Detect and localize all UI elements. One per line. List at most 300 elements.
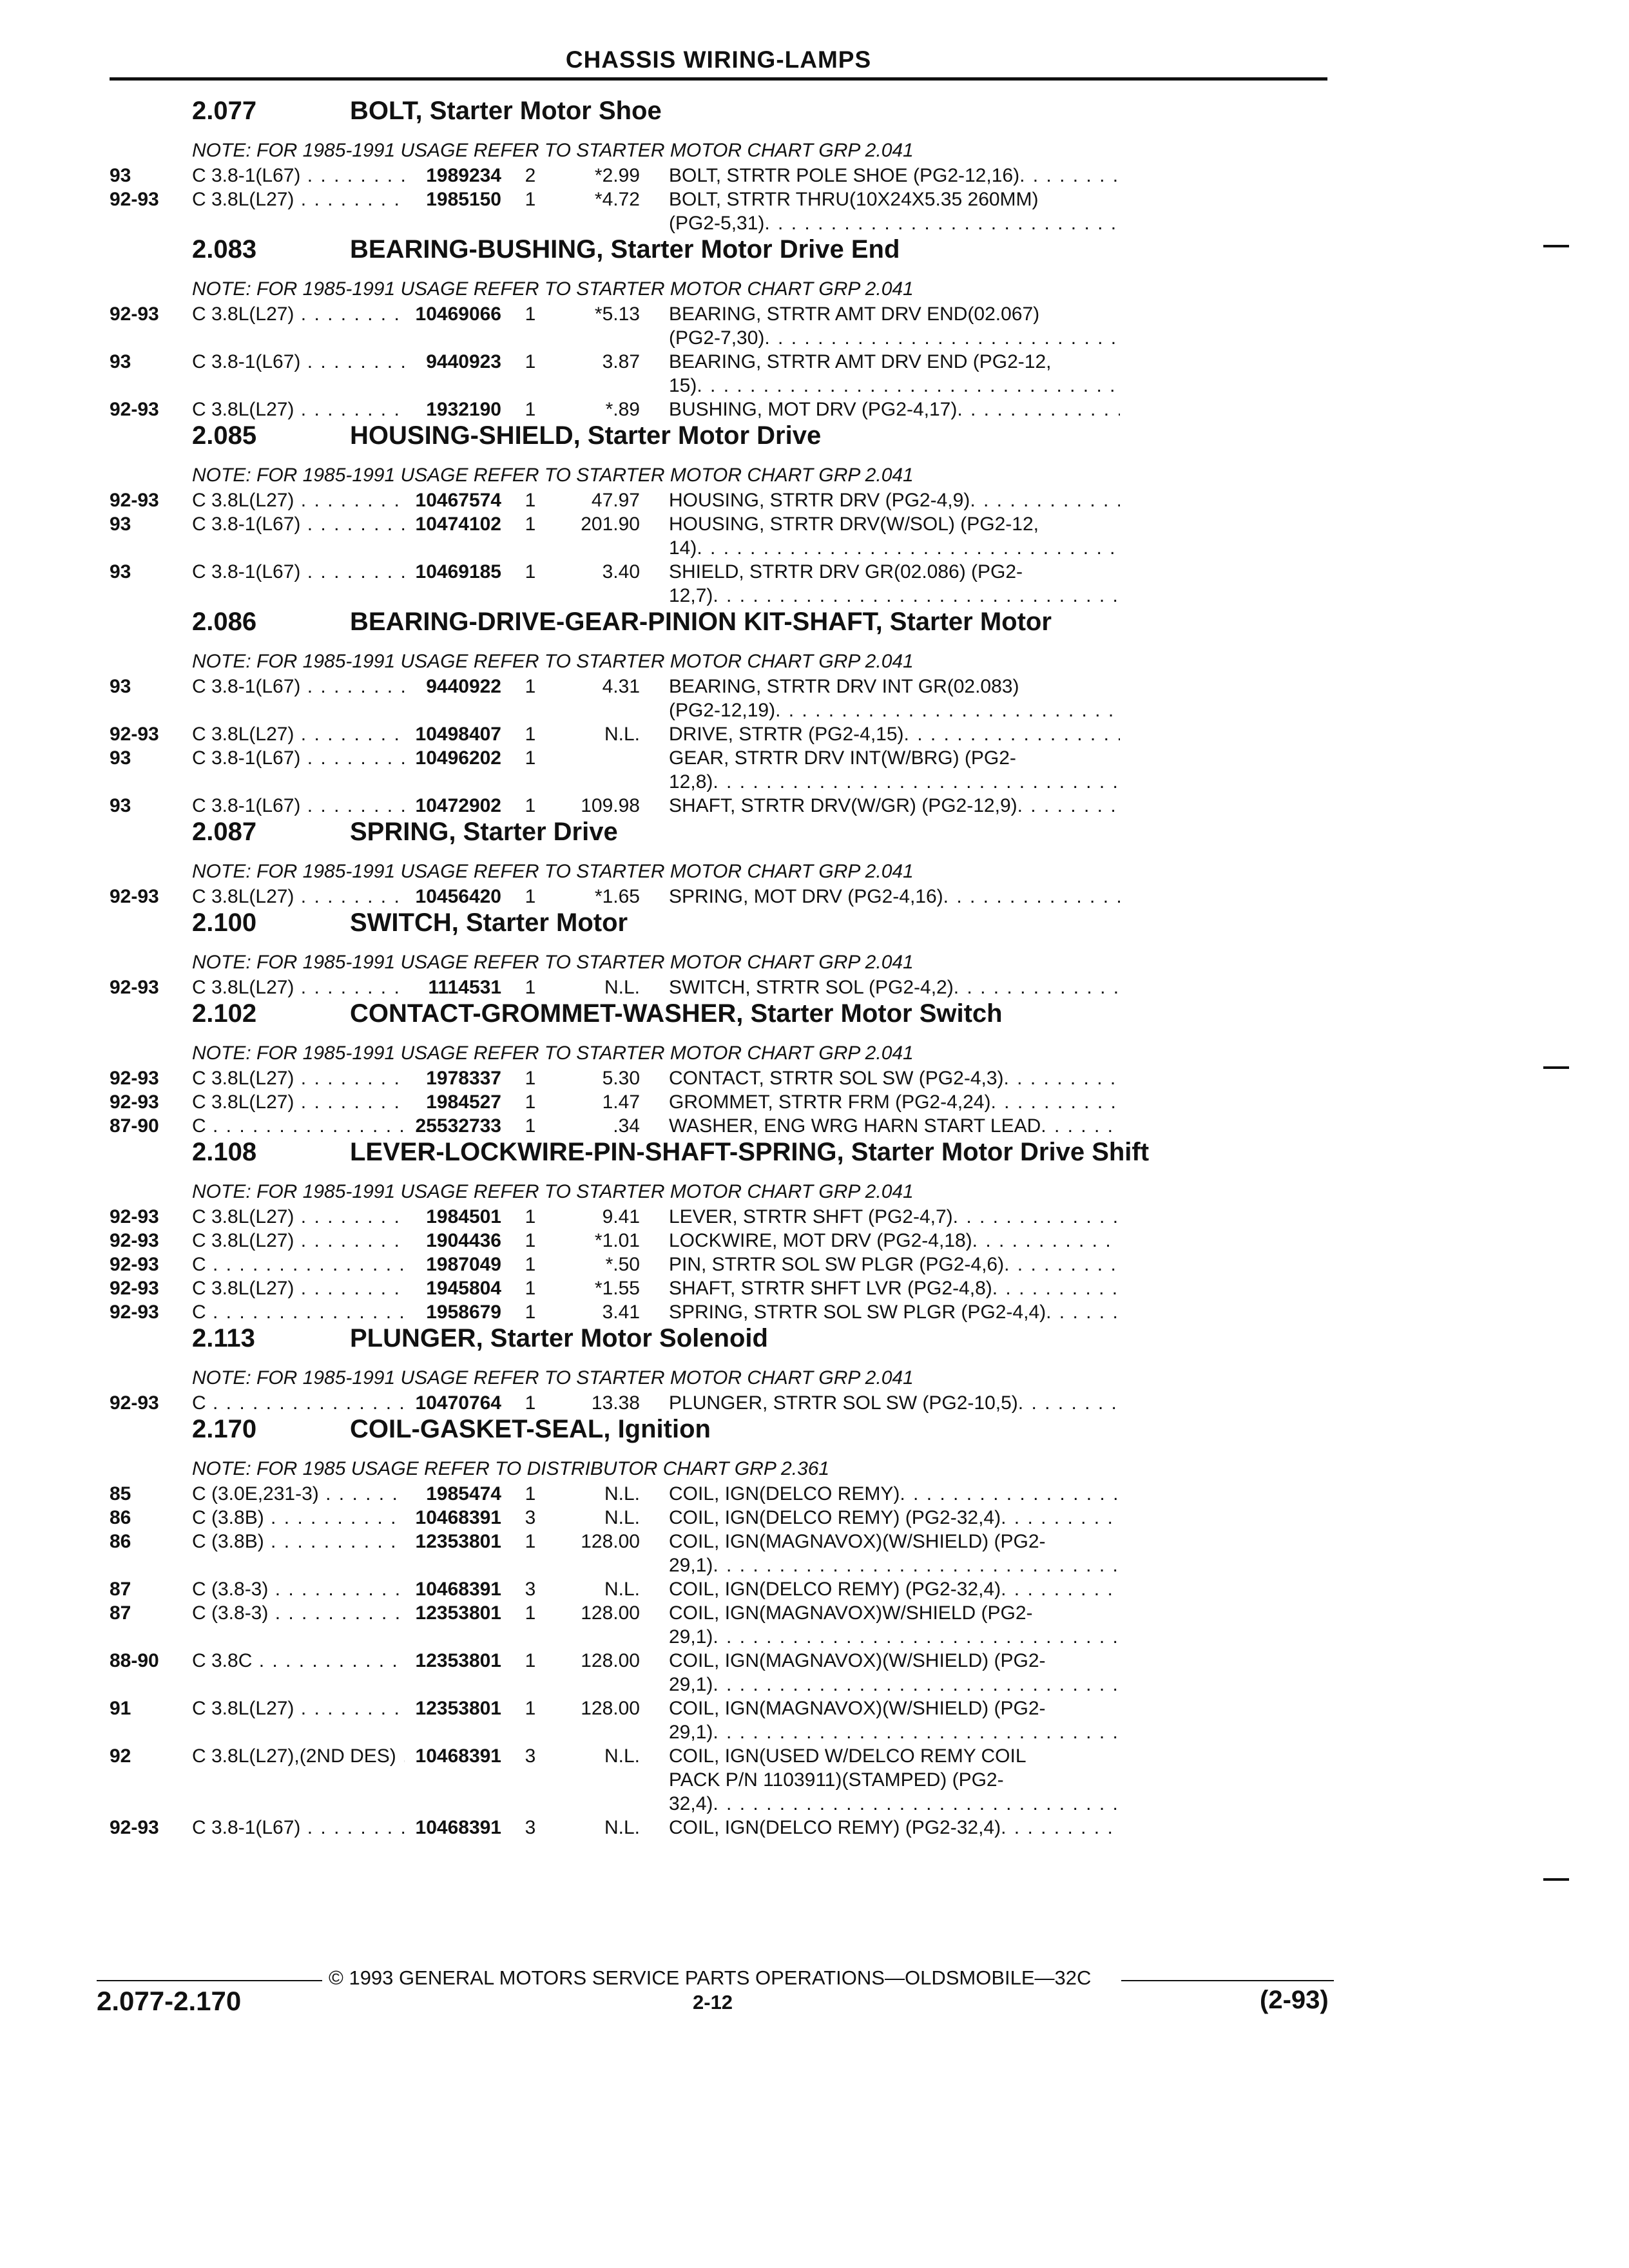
part-row <box>110 1696 1327 1744</box>
application: C (3.8B) . . . <box>192 1530 405 1577</box>
description <box>669 1577 1120 1601</box>
description <box>669 675 1120 722</box>
description-text: BEARING, STRTR AMT DRV END (PG2-12, <box>669 351 1052 372</box>
application: C 3.8L(L27) . . . <box>192 722 405 746</box>
parts-group <box>110 818 1327 908</box>
description-text: 29,1) <box>669 1722 713 1743</box>
description-text: DRIVE, STRTR (PG2-4,15) <box>669 724 904 745</box>
part-row <box>110 1649 1327 1696</box>
application: C 3.8L(L27) . . . <box>192 885 405 908</box>
description-text: (PG2-12,19) <box>669 700 776 721</box>
description-line <box>669 722 1120 746</box>
description-text: SWITCH, STRTR SOL (PG2-4,2) <box>669 977 954 998</box>
description-line <box>669 1090 1120 1114</box>
part-number: 12353801 <box>415 1650 501 1671</box>
leader-dots <box>713 1553 1120 1577</box>
description <box>669 1601 1120 1649</box>
application: C . . . <box>192 1300 405 1324</box>
description-line <box>669 164 1120 187</box>
quantity: 3 <box>525 1507 536 1528</box>
price: 201.90 <box>581 514 640 535</box>
group-title: BEARING-DRIVE-GEAR-PINION KIT-SHAFT, Starter Motor <box>350 608 1052 636</box>
price: .34 <box>613 1115 640 1137</box>
model-year: 86 <box>110 1507 131 1528</box>
description-line <box>669 746 1120 770</box>
description-line <box>669 302 1120 326</box>
model-year: 92-93 <box>110 1091 159 1113</box>
part-number: 1945804 <box>426 1278 501 1299</box>
margin-tick <box>1543 1878 1569 1881</box>
part-row <box>110 1506 1327 1530</box>
model-year: 92-93 <box>110 886 159 907</box>
part-number: 12353801 <box>415 1602 501 1624</box>
application: C 3.8-1(L67) . . . <box>192 512 405 560</box>
application: C 3.8C . . . <box>192 1649 405 1696</box>
part-number: 12353801 <box>415 1531 501 1552</box>
group-number: 2.100 <box>192 908 257 937</box>
description-line <box>669 1300 1120 1324</box>
description <box>669 1482 1120 1506</box>
model-year: 92-93 <box>110 1254 159 1275</box>
part-number: 10472902 <box>415 795 501 816</box>
quantity: 1 <box>525 1254 536 1275</box>
description-line <box>669 1625 1120 1649</box>
price: 1.47 <box>602 1091 640 1113</box>
part-row <box>110 1482 1327 1506</box>
model-year: 93 <box>110 165 131 186</box>
price: 128.00 <box>581 1531 640 1552</box>
leader-dots <box>990 1090 1120 1114</box>
part-number: 10456420 <box>415 886 501 907</box>
quantity: 1 <box>525 1115 536 1137</box>
model-year: 93 <box>110 747 131 769</box>
description-line <box>669 1720 1120 1744</box>
parts-group <box>110 421 1327 608</box>
price: 109.98 <box>581 795 640 816</box>
description <box>669 1649 1120 1696</box>
description-line <box>669 1601 1120 1625</box>
description <box>669 1816 1120 1840</box>
price: 13.38 <box>591 1392 640 1414</box>
group-title: SWITCH, Starter Motor <box>350 908 628 937</box>
quantity: 1 <box>525 303 536 325</box>
description-line <box>669 770 1120 794</box>
model-year: 85 <box>110 1483 131 1504</box>
description-text: COIL, IGN(MAGNAVOX)(W/SHIELD) (PG2- <box>669 1698 1046 1719</box>
application: C . . . <box>192 1114 405 1138</box>
model-year: 92-93 <box>110 724 159 745</box>
part-row <box>110 1276 1327 1300</box>
price: *5.13 <box>594 303 640 325</box>
leader-dots <box>697 374 1120 398</box>
price: 3.41 <box>602 1302 640 1323</box>
leader-dots <box>900 1482 1120 1506</box>
part-row <box>110 885 1327 908</box>
part-row <box>110 512 1327 560</box>
description <box>669 1300 1120 1324</box>
part-row <box>110 746 1327 794</box>
description-text: COIL, IGN(MAGNAVOX)(W/SHIELD) (PG2- <box>669 1531 1046 1552</box>
description-text: 29,1) <box>669 1626 713 1648</box>
description-line <box>669 560 1120 584</box>
price: 128.00 <box>581 1650 640 1671</box>
leader-dots <box>904 722 1120 746</box>
leader-dots <box>713 584 1120 608</box>
part-number: 25532733 <box>415 1115 501 1137</box>
price: N.L. <box>604 1817 640 1838</box>
leader-dots <box>764 326 1120 350</box>
price: 47.97 <box>591 490 640 511</box>
application: C 3.8-1(L67) . . . <box>192 746 405 794</box>
description-line <box>669 1205 1120 1229</box>
part-row <box>110 794 1327 818</box>
part-number: 9440923 <box>426 351 501 372</box>
group-heading <box>110 1138 1327 1179</box>
description-text: WASHER, ENG WRG HARN START LEAD <box>669 1115 1041 1137</box>
description-line <box>669 1253 1120 1276</box>
part-number: 9440922 <box>426 676 501 697</box>
group-title: SPRING, Starter Drive <box>350 818 618 846</box>
application: C 3.8L(L27) . . . <box>192 1205 405 1229</box>
description <box>669 187 1120 235</box>
description-line <box>669 1792 1120 1816</box>
application: C 3.8-1(L67) . . . <box>192 675 405 722</box>
group-note: NOTE: FOR 1985-1991 USAGE REFER TO STARTER MOTOR CHART GRP 2.041 <box>192 861 914 882</box>
application: C (3.8-3) . . . <box>192 1577 405 1601</box>
price: 128.00 <box>581 1698 640 1719</box>
price: 5.30 <box>602 1068 640 1089</box>
description-line <box>669 1553 1120 1577</box>
description-line <box>669 1276 1120 1300</box>
part-row <box>110 1300 1327 1324</box>
description-text: 15) <box>669 375 697 396</box>
application: C 3.8L(L27) . . . <box>192 1229 405 1253</box>
description-text: LEVER, STRTR SHFT (PG2-4,7) <box>669 1206 953 1227</box>
part-row <box>110 1601 1327 1649</box>
description-line <box>669 885 1120 908</box>
leader-dots <box>1004 1066 1120 1090</box>
application: C 3.8L(L27) . . . <box>192 975 405 999</box>
leader-dots <box>943 885 1120 908</box>
description-line <box>669 1816 1120 1840</box>
model-year: 93 <box>110 351 131 372</box>
group-title: LEVER-LOCKWIRE-PIN-SHAFT-SPRING, Starter Motor Drive Shift <box>350 1138 1150 1166</box>
application: C 3.8-1(L67) . . . <box>192 794 405 818</box>
description-text: 29,1) <box>669 1555 713 1576</box>
parts-group <box>110 608 1327 818</box>
part-row <box>110 1253 1327 1276</box>
description <box>669 746 1120 794</box>
model-year: 93 <box>110 561 131 582</box>
footer-date: (2-93) <box>1260 1986 1329 2014</box>
price: N.L. <box>604 724 640 745</box>
description <box>669 1229 1120 1253</box>
price: *1.01 <box>594 1230 640 1251</box>
quantity: 1 <box>525 561 536 582</box>
application: C 3.8-1(L67) . . . <box>192 1816 405 1840</box>
leader-dots <box>954 975 1120 999</box>
description-text: COIL, IGN(DELCO REMY) (PG2-32,4) <box>669 1507 1001 1528</box>
quantity: 3 <box>525 1817 536 1838</box>
group-heading <box>110 999 1327 1041</box>
part-number: 10498407 <box>415 724 501 745</box>
leader-dots <box>1018 1391 1120 1415</box>
application: C 3.8L(L27) . . . <box>192 187 405 235</box>
part-number: 1984501 <box>426 1206 501 1227</box>
part-number: 10468391 <box>415 1579 501 1600</box>
group-number: 2.077 <box>192 97 257 125</box>
group-note: NOTE: FOR 1985-1991 USAGE REFER TO STARTER MOTOR CHART GRP 2.041 <box>192 1181 914 1202</box>
description-line <box>669 1114 1120 1138</box>
part-number: 10467574 <box>415 490 501 511</box>
model-year: 92-93 <box>110 490 159 511</box>
description-line <box>669 536 1120 560</box>
description-text: (PG2-7,30) <box>669 327 765 349</box>
application: C 3.8L(L27) . . . <box>192 1276 405 1300</box>
description <box>669 1506 1120 1530</box>
part-row <box>110 398 1327 421</box>
quantity: 1 <box>525 886 536 907</box>
price: N.L. <box>604 977 640 998</box>
model-year: 92 <box>110 1745 131 1767</box>
part-number: 1984527 <box>426 1091 501 1113</box>
description <box>669 1114 1120 1138</box>
part-row <box>110 350 1327 398</box>
leader-dots <box>1041 1114 1120 1138</box>
description <box>669 1696 1120 1744</box>
group-heading <box>110 608 1327 649</box>
part-row <box>110 164 1327 187</box>
leader-dots <box>953 1205 1120 1229</box>
description-line <box>669 398 1120 421</box>
application: C 3.8L(L27) . . . <box>192 1696 405 1744</box>
price: *.89 <box>605 399 640 420</box>
application: C 3.8-1(L67) . . . <box>192 164 405 187</box>
description-line <box>669 1229 1120 1253</box>
quantity: 2 <box>525 165 536 186</box>
description-text: (PG2-5,31) <box>669 213 765 234</box>
group-number: 2.085 <box>192 421 257 450</box>
part-row <box>110 975 1327 999</box>
description-text: COIL, IGN(DELCO REMY) (PG2-32,4) <box>669 1817 1001 1838</box>
part-row <box>110 1229 1327 1253</box>
description <box>669 1391 1120 1415</box>
application: C 3.8-1(L67) . . . <box>192 560 405 608</box>
description-line <box>669 488 1120 512</box>
group-number: 2.113 <box>192 1324 255 1352</box>
leader-dots <box>697 536 1120 560</box>
description-text: 12,7) <box>669 585 713 606</box>
part-row <box>110 1530 1327 1577</box>
part-number: 10469066 <box>415 303 501 325</box>
description-line <box>669 675 1120 698</box>
application: C (3.0E,231-3) . . . <box>192 1482 405 1506</box>
leader-dots <box>1001 1816 1120 1840</box>
part-number: 10468391 <box>415 1817 501 1838</box>
description-text: SPRING, STRTR SOL SW PLGR (PG2-4,4) <box>669 1302 1046 1323</box>
description-text: COIL, IGN(DELCO REMY) (PG2-32,4) <box>669 1579 1001 1600</box>
parts-group <box>110 235 1327 421</box>
description-text: HOUSING, STRTR DRV(W/SOL) (PG2-12, <box>669 514 1039 535</box>
part-row <box>110 488 1327 512</box>
group-note: NOTE: FOR 1985 USAGE REFER TO DISTRIBUTOR CHART GRP 2.361 <box>192 1458 830 1479</box>
quantity: 1 <box>525 1302 536 1323</box>
model-year: 91 <box>110 1698 131 1719</box>
quantity: 1 <box>525 1091 536 1113</box>
page-title: CHASSIS WIRING-LAMPS <box>565 46 872 73</box>
quantity: 1 <box>525 724 536 745</box>
description <box>669 975 1120 999</box>
group-title: BEARING-BUSHING, Starter Motor Drive End <box>350 235 900 264</box>
model-year: 87 <box>110 1579 131 1600</box>
price: 3.87 <box>602 351 640 372</box>
quantity: 1 <box>525 1278 536 1299</box>
part-number: 12353801 <box>415 1698 501 1719</box>
price: *1.65 <box>594 886 640 907</box>
group-number: 2.170 <box>192 1415 257 1443</box>
price: 9.41 <box>602 1206 640 1227</box>
description-line <box>669 512 1120 536</box>
group-heading <box>110 421 1327 463</box>
description-line <box>669 1577 1120 1601</box>
group-title: COIL-GASKET-SEAL, Ignition <box>350 1415 711 1443</box>
description <box>669 398 1120 421</box>
group-heading <box>110 1415 1327 1456</box>
model-year: 92-93 <box>110 303 159 325</box>
part-number: 10468391 <box>415 1507 501 1528</box>
parts-group <box>110 1324 1327 1415</box>
description-text: PIN, STRTR SOL SW PLGR (PG2-4,6) <box>669 1254 1005 1275</box>
price: *4.72 <box>594 189 640 210</box>
model-year: 92-93 <box>110 1230 159 1251</box>
model-year: 92-93 <box>110 1206 159 1227</box>
part-number: 10496202 <box>415 747 501 769</box>
quantity: 1 <box>525 1230 536 1251</box>
part-row <box>110 675 1327 722</box>
part-row <box>110 1205 1327 1229</box>
group-note: NOTE: FOR 1985-1991 USAGE REFER TO STARTER MOTOR CHART GRP 2.041 <box>192 140 914 161</box>
description-line <box>669 1482 1120 1506</box>
quantity: 1 <box>525 1698 536 1719</box>
description-text: BUSHING, MOT DRV (PG2-4,17) <box>669 399 958 420</box>
price: *1.55 <box>594 1278 640 1299</box>
part-number: 10470764 <box>415 1392 501 1414</box>
leader-dots <box>1046 1300 1120 1324</box>
margin-tick <box>1543 245 1569 247</box>
description-text: COIL, IGN(MAGNAVOX)W/SHIELD (PG2- <box>669 1602 1033 1624</box>
leader-dots <box>713 770 1120 794</box>
leader-dots <box>992 1276 1120 1300</box>
parts-group <box>110 999 1327 1138</box>
quantity: 1 <box>525 399 536 420</box>
model-year: 92-93 <box>110 1392 159 1414</box>
quantity: 1 <box>525 1531 536 1552</box>
parts-group <box>110 1138 1327 1324</box>
leader-dots <box>1004 1253 1120 1276</box>
price: N.L. <box>604 1483 640 1504</box>
group-note: NOTE: FOR 1985-1991 USAGE REFER TO STARTER MOTOR CHART GRP 2.041 <box>192 1043 914 1064</box>
description-text: CONTACT, STRTR SOL SW (PG2-4,3) <box>669 1068 1004 1089</box>
model-year: 92-93 <box>110 1817 159 1838</box>
description-text: HOUSING, STRTR DRV (PG2-4,9) <box>669 490 970 511</box>
part-number: 1958679 <box>426 1302 501 1323</box>
part-row <box>110 560 1327 608</box>
part-row <box>110 1744 1327 1816</box>
description <box>669 1530 1120 1577</box>
quantity: 1 <box>525 676 536 697</box>
description <box>669 1066 1120 1090</box>
group-heading <box>110 818 1327 859</box>
price <box>559 746 640 794</box>
application: C . . . <box>192 1391 405 1415</box>
model-year: 92-93 <box>110 1068 159 1089</box>
description <box>669 722 1120 746</box>
description-text: 32,4) <box>669 1793 713 1814</box>
model-year: 92-93 <box>110 1302 159 1323</box>
description-text: SPRING, MOT DRV (PG2-4,16) <box>669 886 943 907</box>
description-text: 14) <box>669 537 697 559</box>
description <box>669 1205 1120 1229</box>
application: C 3.8L(L27) . . . <box>192 488 405 512</box>
description-text: PLUNGER, STRTR SOL SW (PG2-10,5) <box>669 1392 1018 1414</box>
model-year: 88-90 <box>110 1650 159 1671</box>
description-text: GEAR, STRTR DRV INT(W/BRG) (PG2- <box>669 747 1016 769</box>
quantity: 1 <box>525 977 536 998</box>
part-row <box>110 1391 1327 1415</box>
group-number: 2.087 <box>192 818 257 846</box>
model-year: 92-93 <box>110 977 159 998</box>
group-title: HOUSING-SHIELD, Starter Motor Drive <box>350 421 822 450</box>
description-line <box>669 1744 1120 1768</box>
group-title: CONTACT-GROMMET-WASHER, Starter Motor Switch <box>350 999 1003 1028</box>
leader-dots <box>1001 1577 1120 1601</box>
group-number: 2.108 <box>192 1138 257 1166</box>
price: 4.31 <box>602 676 640 697</box>
model-year: 92-93 <box>110 189 159 210</box>
description-line <box>669 1696 1120 1720</box>
quantity: 1 <box>525 1206 536 1227</box>
description-text: COIL, IGN(DELCO REMY) <box>669 1483 900 1504</box>
description-line <box>669 211 1120 235</box>
price: *2.99 <box>594 165 640 186</box>
group-heading <box>110 97 1327 138</box>
group-note: NOTE: FOR 1985-1991 USAGE REFER TO STARTER MOTOR CHART GRP 2.041 <box>192 1367 914 1389</box>
part-row <box>110 1066 1327 1090</box>
part-row <box>110 722 1327 746</box>
description-line <box>669 794 1120 818</box>
group-title: PLUNGER, Starter Motor Solenoid <box>350 1324 768 1352</box>
group-note: NOTE: FOR 1985-1991 USAGE REFER TO STARTER MOTOR CHART GRP 2.041 <box>192 651 914 672</box>
footer-rule <box>1121 1980 1334 1981</box>
description-text: BEARING, STRTR AMT DRV END(02.067) <box>669 303 1040 325</box>
application: C . . . <box>192 1253 405 1276</box>
description-line <box>669 1391 1120 1415</box>
part-number: 1978337 <box>426 1068 501 1089</box>
part-number: 1904436 <box>426 1230 501 1251</box>
description <box>669 885 1120 908</box>
price: 3.40 <box>602 561 640 582</box>
application: C 3.8L(L27) . . . <box>192 398 405 421</box>
description <box>669 1276 1120 1300</box>
part-number: 1989234 <box>426 165 501 186</box>
description-text: 29,1) <box>669 1674 713 1695</box>
model-year: 87 <box>110 1602 131 1624</box>
description-line <box>669 326 1120 350</box>
footer-copyright: © 1993 GENERAL MOTORS SERVICE PARTS OPERATIONS—OLDSMOBILE—32C <box>329 1966 1092 1989</box>
description <box>669 1090 1120 1114</box>
group-note: NOTE: FOR 1985-1991 USAGE REFER TO STARTER MOTOR CHART GRP 2.041 <box>192 952 914 973</box>
quantity: 1 <box>525 1392 536 1414</box>
